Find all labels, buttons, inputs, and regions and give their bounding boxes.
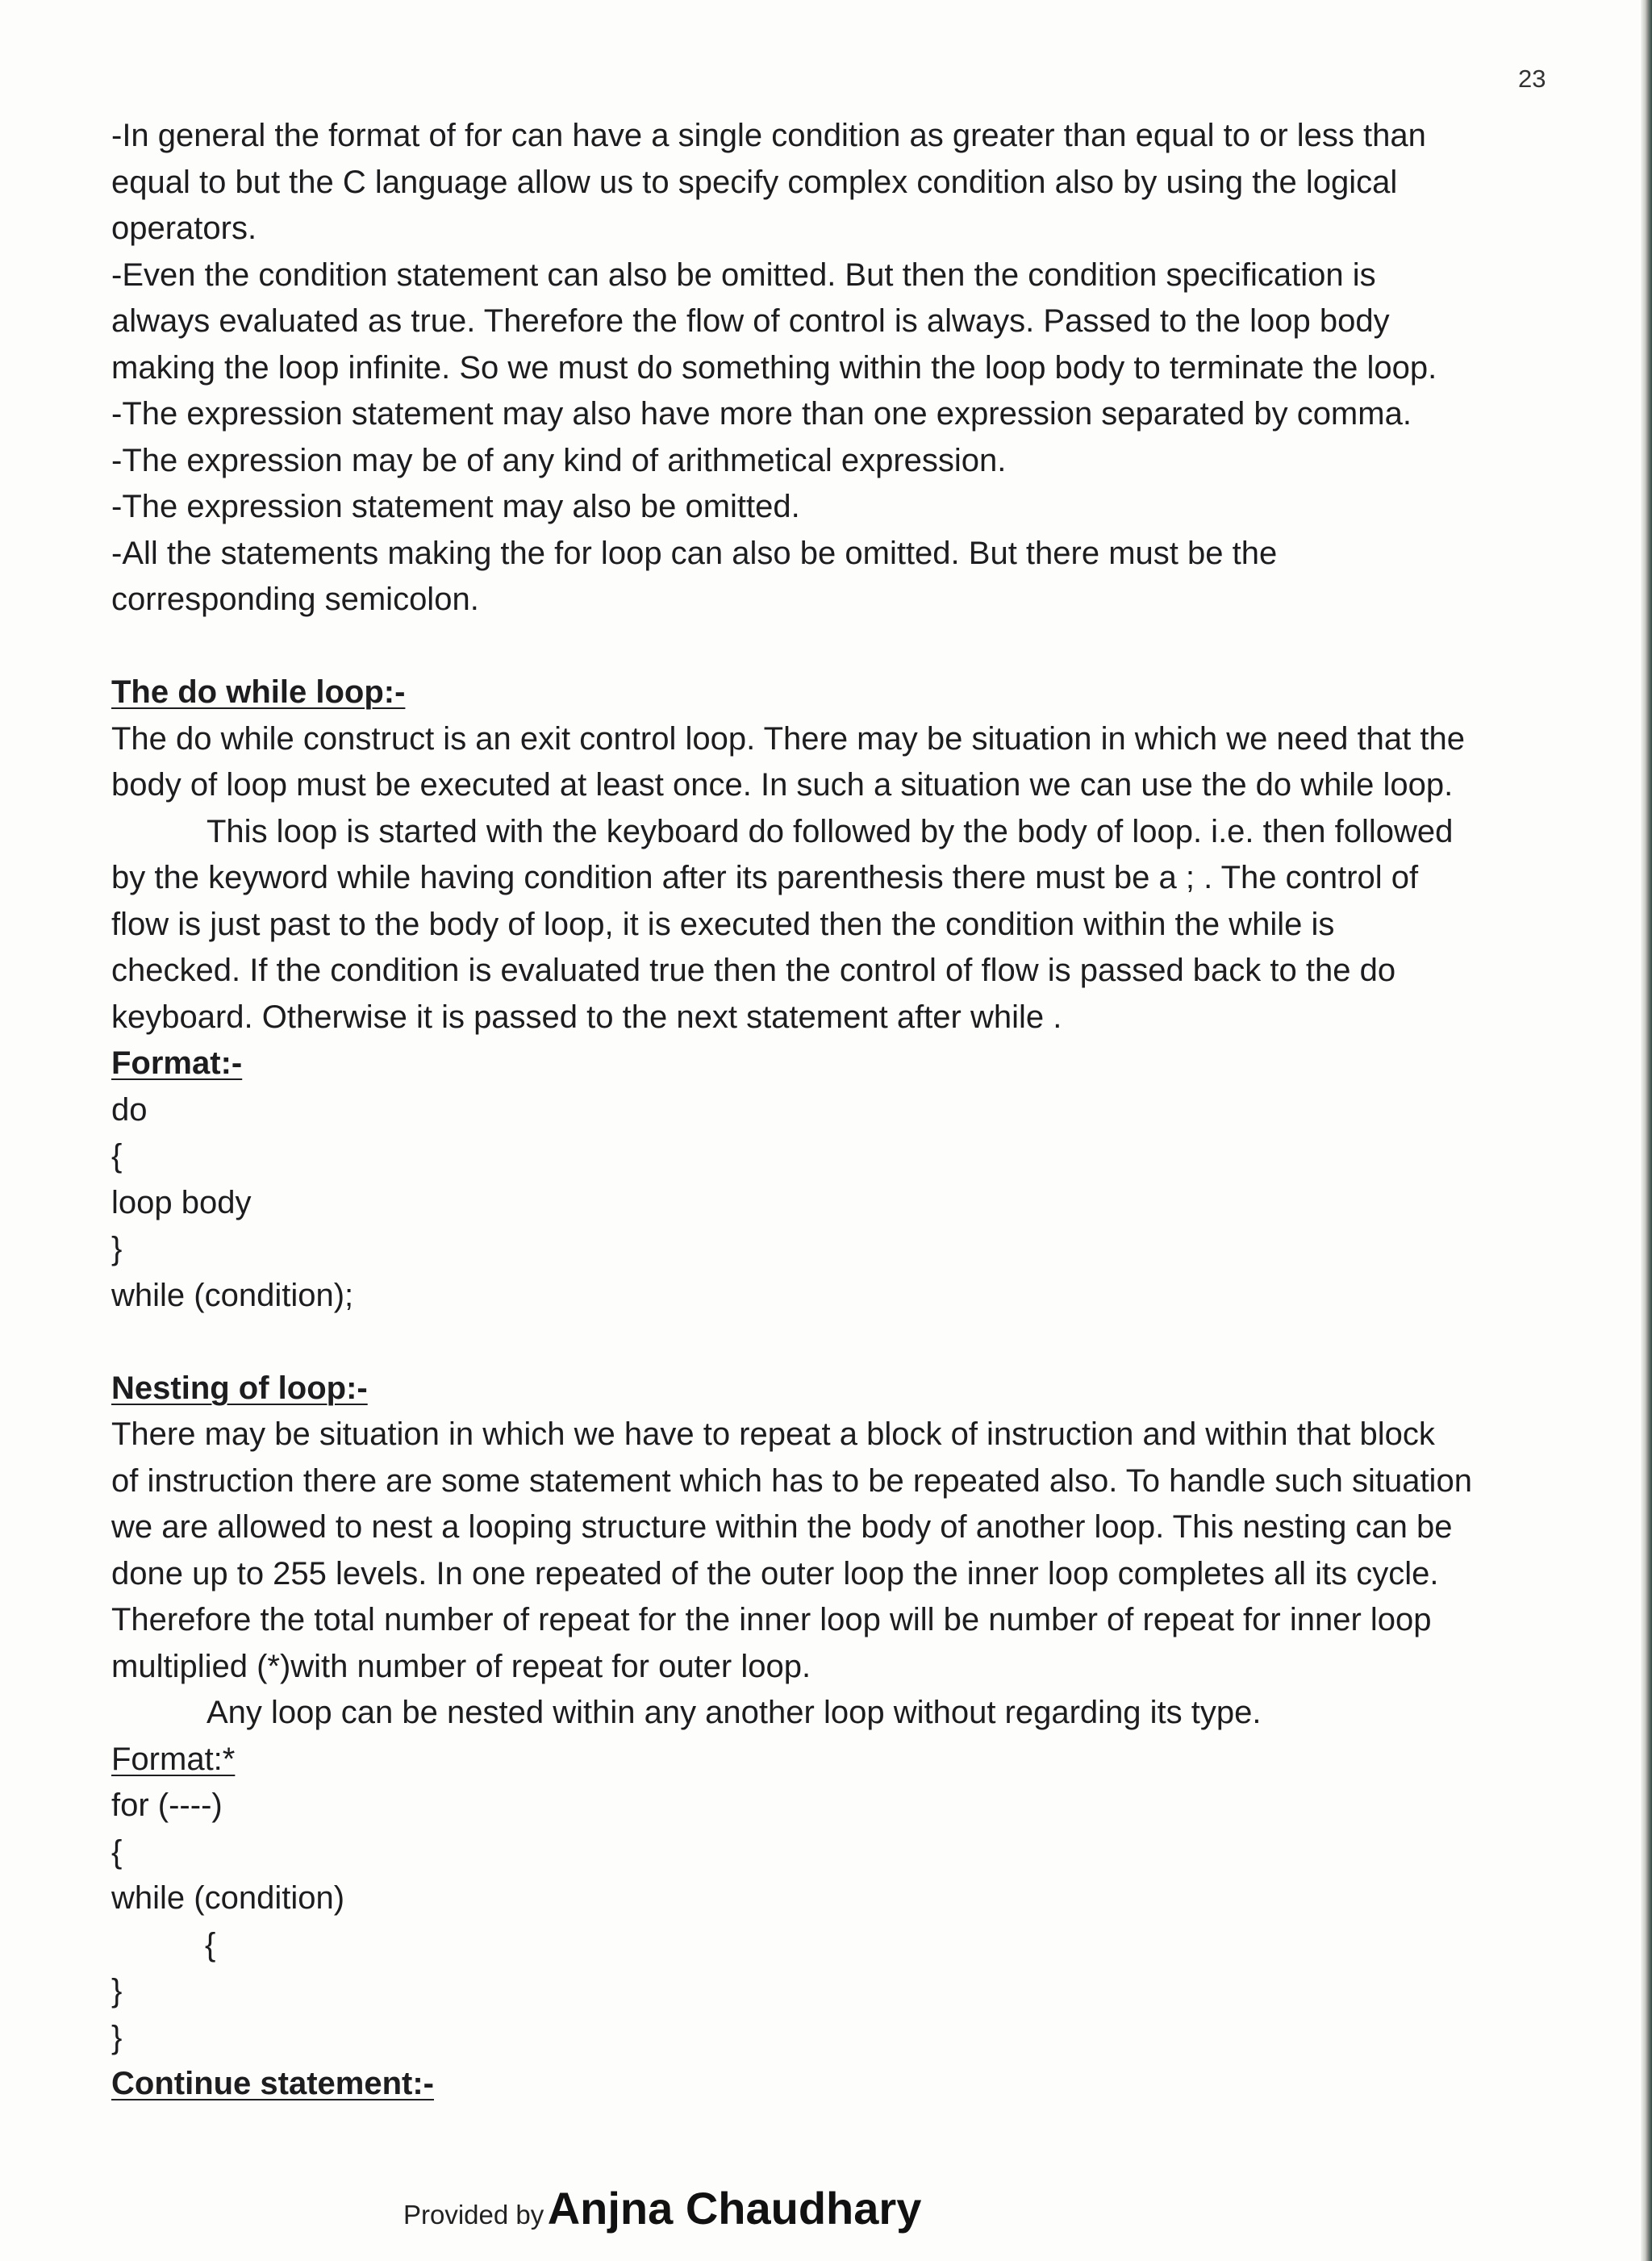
text-line: always evaluated as true. Therefore the flow of control is always. Passed to the loop body — [111, 303, 1390, 339]
format-label: Format:- — [111, 1045, 243, 1081]
for-loop-notes — [111, 113, 1531, 624]
code-line: } — [111, 1231, 123, 1266]
text-line: making the loop infinite. So we must do something within the loop body to terminate the loop. — [111, 349, 1437, 386]
code-line: } — [111, 1973, 123, 2009]
code-line: do — [111, 1091, 148, 1128]
code-line: for (----) — [111, 1788, 223, 1823]
text-line: done up to 255 levels. In one repeated of the outer loop the inner loop completes all its cycle. — [111, 1555, 1439, 1591]
page-content — [111, 113, 1531, 2108]
text-line: by the keyword while having condition after its parenthesis there must be a ; . The control of — [111, 860, 1419, 895]
text-line: corresponding semicolon. — [111, 582, 479, 617]
paragraph-gap — [111, 1319, 1531, 1366]
code-line: } — [111, 2019, 123, 2055]
page-edge-shadow — [1641, 0, 1652, 2261]
do-while-section — [111, 670, 1531, 1319]
code-line: while (condition) — [111, 1880, 345, 1916]
text-line: -Even the condition statement can also be omitted. But then the condition specification is — [111, 257, 1376, 293]
text-line: The do while construct is an exit control loop. There may be situation in which we need that the — [111, 720, 1465, 757]
text-line: of instruction there are some statement which has to be repeated also. To handle such situation — [111, 1462, 1472, 1499]
code-line: { — [205, 1926, 216, 1963]
text-line: multiplied (*)with number of repeat for outer loop. — [111, 1648, 811, 1684]
footer-credit — [403, 2182, 921, 2234]
text-line: equal to but the C language allow us to specify complex condition also by using the logical — [111, 164, 1398, 200]
code-line: while (condition); — [111, 1277, 354, 1313]
footer-label: Provided by — [403, 2200, 544, 2230]
text-line: There may be situation in which we have to repeat a block of instruction and within that block — [111, 1416, 1435, 1452]
text-line: body of loop must be executed at least once. In such a situation we can use the do while loop. — [111, 767, 1454, 803]
text-line: -The expression may be of any kind of arithmetical expression. — [111, 442, 1007, 478]
text-line: -In general the format of for can have a single condition as greater than equal to or less than — [111, 118, 1426, 153]
text-line: operators. — [111, 211, 257, 246]
paragraph-gap — [111, 624, 1531, 670]
text-line: keyboard. Otherwise it is passed to the next statement after while . — [111, 999, 1062, 1035]
text-line: we are allowed to nest a looping structure within the body of another loop. This nesting can be — [111, 1509, 1453, 1545]
nesting-section — [111, 1366, 1531, 2062]
text-line: -The expression statement may also be omitted. — [111, 489, 800, 524]
footer-author-name: Anjna Chaudhary — [547, 2183, 922, 2234]
text-line: checked. If the condition is evaluated true then the control of flow is passed back to the do — [111, 953, 1396, 988]
text-line: Therefore the total number of repeat for the inner loop will be number of repeat for inner loop — [111, 1602, 1432, 1637]
text-line: Any loop can be nested within any another loop without regarding its type. — [206, 1695, 1262, 1730]
code-line: { — [111, 1138, 123, 1174]
text-line: flow is just past to the body of loop, it is executed then the condition within the while is — [111, 906, 1335, 942]
section-heading-do-while: The do while loop:- — [111, 674, 406, 710]
text-line: This loop is started with the keyboard do followed by the body of loop. i.e. then followed — [206, 813, 1454, 849]
code-line: { — [111, 1833, 123, 1870]
section-heading-nesting: Nesting of loop:- — [111, 1370, 368, 1406]
code-line: loop body — [111, 1184, 252, 1220]
section-heading-continue: Continue statement:- — [111, 2066, 434, 2101]
format-label: Format:* — [111, 1741, 236, 1777]
page-number: 23 — [1518, 65, 1546, 93]
text-line: -All the statements making the for loop can also be omitted. But there must be the — [111, 535, 1278, 571]
text-line: -The expression statement may also have more than one expression separated by comma. — [111, 396, 1412, 432]
